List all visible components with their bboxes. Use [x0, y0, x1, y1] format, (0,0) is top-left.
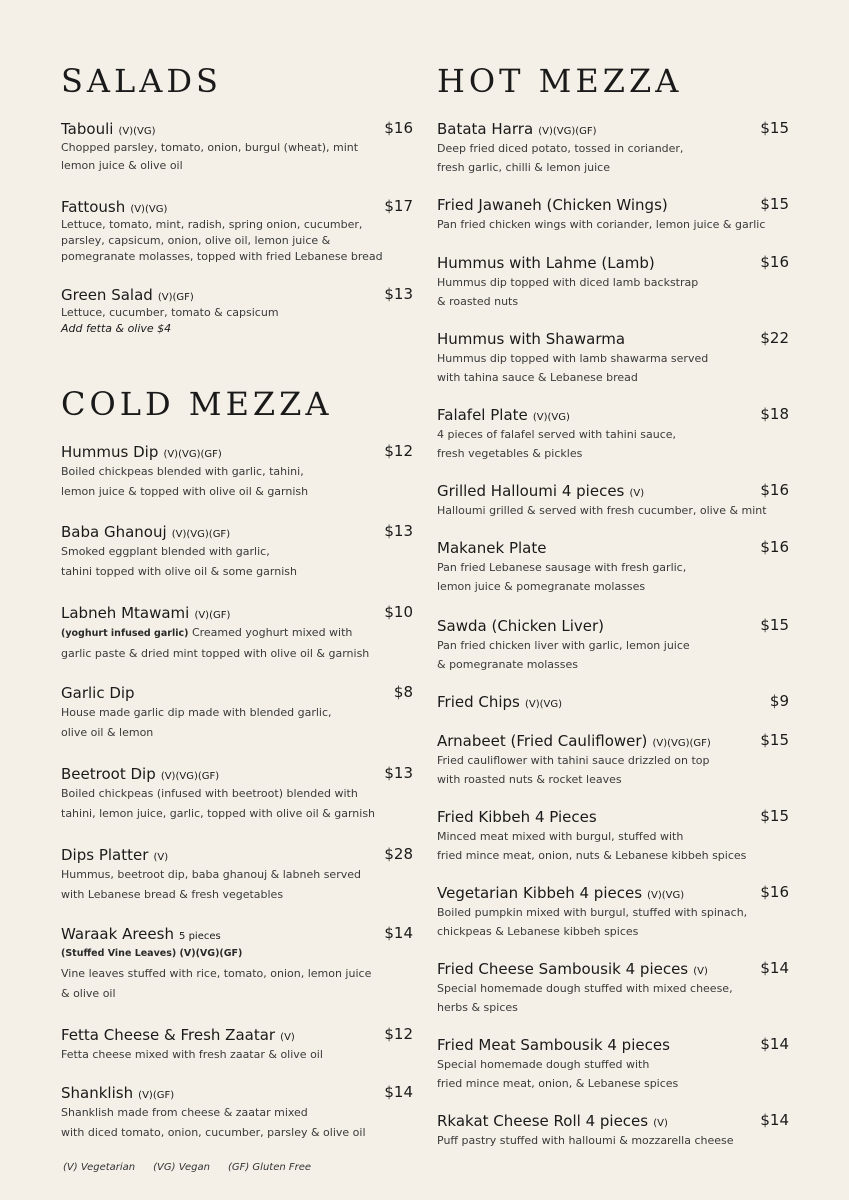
- item-description: [61, 723, 413, 743]
- menu-item-header: [437, 538, 789, 558]
- item-description-text: lemon juice & pomegranate molasses: [437, 580, 646, 593]
- item-description: [437, 998, 789, 1017]
- item-description: [437, 577, 789, 596]
- menu-item-header: [61, 1083, 413, 1103]
- item-description: [61, 139, 413, 157]
- item-price: $9: [769, 692, 789, 710]
- item-price: $16: [760, 481, 789, 499]
- legend-entry: (V) Vegetarian: [63, 1162, 136, 1173]
- item-tags: (V)(VG)(GF): [538, 126, 597, 137]
- menu-item: [437, 119, 789, 177]
- item-tags: (V): [693, 966, 708, 977]
- item-price: $13: [384, 285, 413, 303]
- item-name: Sawda (Chicken Liver): [437, 617, 605, 635]
- item-description-text: fresh vegetables & pickles: [437, 447, 583, 460]
- item-description-text: chickpeas & Lebanese kibbeh spices: [437, 925, 639, 938]
- item-name: Fetta Cheese & Fresh Zaatar: [61, 1026, 276, 1044]
- menu-item-header: [437, 329, 789, 349]
- menu-item-header: [437, 253, 789, 273]
- item-tags: (V): [153, 852, 169, 863]
- menu-item-header: [61, 924, 413, 944]
- item-subtitle: (Stuffed Vine Leaves) (V)(VG)(GF): [61, 948, 243, 959]
- item-description: [61, 703, 413, 723]
- item-tags: (V)(VG): [532, 412, 570, 423]
- item-name: Fried Kibbeh 4 Pieces: [437, 808, 597, 826]
- menu-item: [437, 405, 789, 463]
- item-description-text: & pomegranate molasses: [437, 658, 579, 671]
- menu-item-header: [61, 845, 413, 865]
- item-description-text: Fetta cheese mixed with fresh zaatar & olive oil: [61, 1048, 323, 1061]
- item-description: [437, 158, 789, 177]
- menu-item: [437, 538, 789, 596]
- item-price: $16: [760, 253, 789, 271]
- menu-item-header: [61, 285, 413, 305]
- item-description: [61, 217, 413, 233]
- item-name: Fried Cheese Sambousik 4 pieces: [437, 960, 689, 978]
- item-description-text: & olive oil: [61, 987, 116, 1000]
- item-description-text: fried mince meat, onion, nuts & Lebanese kibbeh spices: [437, 849, 747, 862]
- menu-item: [437, 1035, 789, 1093]
- item-price: $14: [760, 1111, 789, 1129]
- item-description-text: with Lebanese bread & fresh vegetables: [61, 888, 284, 901]
- item-name: Makanek Plate: [437, 539, 547, 557]
- item-tags: (V): [629, 488, 645, 499]
- item-name: Arnabeet (Fried Cauliflower): [437, 732, 648, 750]
- item-description: [437, 501, 789, 520]
- menu-item-header: [437, 481, 789, 501]
- item-name: Falafel Plate: [437, 406, 528, 424]
- item-description: [437, 1131, 789, 1150]
- menu-item-header: [437, 731, 789, 751]
- item-price: $14: [760, 959, 789, 977]
- item-price: $15: [760, 731, 789, 749]
- item-name: Batata Harra: [437, 120, 534, 138]
- menu-item: [437, 195, 789, 234]
- item-name: Fried Jawaneh (Chicken Wings): [437, 196, 668, 214]
- item-description-text: Puff pastry stuffed with halloumi & mozzarella cheese: [437, 1134, 734, 1147]
- item-tags: (V): [280, 1032, 295, 1043]
- item-description: [61, 964, 413, 984]
- item-name: Shanklish: [61, 1084, 134, 1102]
- item-tags: 5 pieces: [179, 931, 221, 942]
- item-description: [437, 215, 789, 234]
- item-name: Baba Ghanouj: [61, 523, 167, 541]
- item-name: Rkakat Cheese Roll 4 pieces: [437, 1112, 649, 1130]
- hot-mezza-heading: HOT MEZZA: [437, 62, 683, 100]
- item-description: [437, 273, 789, 292]
- item-price: $12: [384, 442, 413, 460]
- item-description: [61, 1045, 413, 1065]
- item-description-text: with roasted nuts & rocket leaves: [437, 773, 622, 786]
- item-price: $15: [760, 195, 789, 213]
- item-description-text: lemon juice & topped with olive oil & garnish: [61, 485, 309, 498]
- item-description: [437, 827, 789, 846]
- menu-item-header: [437, 883, 789, 903]
- item-tags: (V)(VG)(GF): [171, 529, 231, 540]
- menu-item-header: [437, 959, 789, 979]
- item-description: [437, 636, 789, 655]
- item-name: Green Salad: [61, 286, 153, 304]
- menu-item: [61, 764, 413, 824]
- item-description: [61, 462, 413, 482]
- item-description-text: fried mince meat, onion, & Lebanese spices: [437, 1077, 679, 1090]
- item-description: [61, 623, 413, 644]
- item-description-text: fresh garlic, chilli & lemon juice: [437, 161, 610, 174]
- legend-entry: (GF) Gluten Free: [227, 1162, 312, 1173]
- item-price: $16: [384, 119, 413, 137]
- item-description: [61, 482, 413, 502]
- item-tags: (V)(GF): [157, 292, 194, 303]
- menu-item: [437, 883, 789, 941]
- item-description: [61, 562, 413, 582]
- item-description: [437, 1055, 789, 1074]
- menu-item: [61, 603, 413, 664]
- item-name: Tabouli: [61, 120, 114, 138]
- item-tags: (V)(VG)(GF): [652, 738, 711, 749]
- menu-item-header: [61, 119, 413, 139]
- menu-item: [437, 253, 789, 311]
- menu-item: [61, 683, 413, 743]
- item-description-text: Pan fried Lebanese sausage with fresh garlic,: [437, 561, 687, 574]
- menu-item: [437, 731, 789, 789]
- menu-item: [61, 522, 413, 582]
- item-description: [437, 903, 789, 922]
- item-description: [437, 655, 789, 674]
- menu-item: [61, 1083, 413, 1143]
- item-description-text: Lettuce, cucumber, tomato & capsicum: [61, 306, 279, 319]
- menu-item: [437, 616, 789, 674]
- item-tags: (V): [653, 1118, 668, 1129]
- item-description: [61, 644, 413, 664]
- item-description-text: Special homemade dough stuffed with: [437, 1058, 650, 1071]
- item-description-text: with tahina sauce & Lebanese bread: [437, 371, 638, 384]
- item-extra: Add fetta & olive $4: [61, 322, 172, 335]
- item-price: $18: [760, 405, 789, 423]
- menu-item: [437, 692, 789, 712]
- menu-item: [437, 329, 789, 387]
- item-name: Hummus with Shawarma: [437, 330, 626, 348]
- menu-item-header: [61, 522, 413, 542]
- item-name: Waraak Areesh: [61, 925, 174, 943]
- item-name: Fried Chips: [437, 693, 520, 711]
- item-description-text: tahini, lemon juice, garlic, topped with olive oil & garnish: [61, 807, 376, 820]
- menu-item-header: [437, 807, 789, 827]
- menu-item: [61, 119, 413, 175]
- item-price: $14: [760, 1035, 789, 1053]
- dietary-legend: [63, 1162, 329, 1173]
- menu-item: [61, 1025, 413, 1065]
- menu-item-header: [61, 442, 413, 462]
- item-price: $15: [760, 807, 789, 825]
- item-price: $15: [760, 616, 789, 634]
- item-name: Dips Platter: [61, 846, 149, 864]
- item-description-text: Chopped parsley, tomato, onion, burgul (wheat), mint: [61, 141, 359, 154]
- menu-item-header: [437, 1035, 789, 1055]
- item-description-text: Minced meat mixed with burgul, stuffed with: [437, 830, 684, 843]
- menu-item-header: [61, 764, 413, 784]
- item-name: Fattoush: [61, 198, 126, 216]
- item-description-text: Pan fried chicken wings with coriander, lemon juice & garlic: [437, 218, 766, 231]
- menu-item-header: [61, 603, 413, 623]
- item-price: $16: [760, 883, 789, 901]
- item-description: [437, 922, 789, 941]
- item-name: Hummus Dip: [61, 443, 159, 461]
- item-price: $14: [384, 924, 413, 942]
- item-name: Vegetarian Kibbeh 4 pieces: [437, 884, 643, 902]
- item-tags: (V)(VG): [118, 126, 156, 137]
- item-price: $22: [760, 329, 789, 347]
- item-description-text: tahini topped with olive oil & some garnish: [61, 565, 297, 578]
- menu-item: [61, 442, 413, 502]
- cold-mezza-heading: COLD MEZZA: [61, 385, 333, 423]
- item-description: [61, 157, 413, 175]
- item-tags: (V)(VG): [130, 204, 168, 215]
- item-description-text: Boiled pumpkin mixed with burgul, stuffed with spinach,: [437, 906, 748, 919]
- menu-item-header: [437, 616, 789, 636]
- item-description: [437, 444, 789, 463]
- menu-item: [437, 481, 789, 520]
- item-tags: (V)(VG)(GF): [163, 449, 222, 460]
- item-name: Grilled Halloumi 4 pieces: [437, 482, 625, 500]
- item-description-text: pomegranate molasses, topped with fried Lebanese bread: [61, 250, 383, 263]
- item-description-text: Special homemade dough stuffed with mixed cheese,: [437, 982, 733, 995]
- menu-item-header: [61, 197, 413, 217]
- item-description-text: Creamed yoghurt mixed with: [191, 626, 353, 639]
- menu-item-header: [437, 1111, 789, 1131]
- item-description-text: Pan fried chicken liver with garlic, lemon juice: [437, 639, 690, 652]
- item-description: [61, 984, 413, 1004]
- item-description: [61, 249, 413, 265]
- salads-heading: SALADS: [61, 62, 222, 100]
- item-price: $28: [384, 845, 413, 863]
- menu-item: [61, 845, 413, 905]
- item-price: $8: [393, 683, 413, 701]
- item-description-text: parsley, capsicum, onion, olive oil, lemon juice &: [61, 234, 331, 247]
- item-tags: (V)(GF): [194, 610, 231, 621]
- item-description: [437, 368, 789, 387]
- menu-item-header: [437, 692, 789, 712]
- item-name: Garlic Dip: [61, 684, 135, 702]
- item-price: $14: [384, 1083, 413, 1101]
- item-description: [437, 139, 789, 158]
- menu-item-header: [437, 119, 789, 139]
- item-description-text: Lettuce, tomato, mint, radish, spring onion, cucumber,: [61, 218, 363, 231]
- item-price: $15: [760, 119, 789, 137]
- item-name: Labneh Mtawami: [61, 604, 190, 622]
- menu-item: [437, 959, 789, 1017]
- item-description: [437, 846, 789, 865]
- item-tags: (V)(VG): [524, 699, 563, 710]
- item-description: [437, 349, 789, 368]
- item-description-text: Boiled chickpeas blended with garlic, tahini,: [61, 465, 304, 478]
- menu-item-header: [437, 405, 789, 425]
- item-description: [61, 233, 413, 249]
- item-description: [437, 751, 789, 770]
- item-description-text: House made garlic dip made with blended garlic,: [61, 706, 332, 719]
- item-tags: (V)(VG): [647, 890, 685, 901]
- item-description: [437, 1074, 789, 1093]
- menu-item: [61, 924, 413, 1004]
- item-name: Fried Meat Sambousik 4 pieces: [437, 1036, 670, 1054]
- item-description-text: herbs & spices: [437, 1001, 518, 1014]
- item-name: Beetroot Dip: [61, 765, 156, 783]
- item-tags: (V)(GF): [138, 1090, 175, 1101]
- item-description: [437, 292, 789, 311]
- item-price: $17: [384, 197, 413, 215]
- item-price: $13: [384, 764, 413, 782]
- item-description: [61, 804, 413, 824]
- item-price: $10: [384, 603, 413, 621]
- item-tags: (V)(VG)(GF): [160, 771, 220, 782]
- item-description: [61, 1103, 413, 1123]
- item-description-text: garlic paste & dried mint topped with olive oil & garnish: [61, 647, 370, 660]
- item-description-text: olive oil & lemon: [61, 726, 154, 739]
- menu-item: [61, 197, 413, 265]
- item-description-text: & roasted nuts: [437, 295, 519, 308]
- item-description: [61, 784, 413, 804]
- item-description-text: Halloumi grilled & served with fresh cucumber, olive & mint: [437, 504, 767, 517]
- item-description-text: Deep fried diced potato, tossed in coriander,: [437, 142, 684, 155]
- menu-item-header: [437, 195, 789, 215]
- item-description: [437, 979, 789, 998]
- menu-item: [437, 807, 789, 865]
- menu-item-header: [61, 1025, 413, 1045]
- item-description: [61, 305, 413, 321]
- item-description-text: with diced tomato, onion, cucumber, parsley & olive oil: [61, 1126, 366, 1139]
- item-price: $13: [384, 522, 413, 540]
- item-description: [437, 770, 789, 789]
- item-description-text: Hummus dip topped with diced lamb backstrap: [437, 276, 699, 289]
- item-price: $12: [384, 1025, 413, 1043]
- item-description: [61, 865, 413, 885]
- item-description: [437, 425, 789, 444]
- item-description-prefix: (yoghurt infused garlic): [61, 628, 189, 639]
- menu-item: [437, 1111, 789, 1150]
- item-description-text: Smoked eggplant blended with garlic,: [61, 545, 270, 558]
- item-description: [61, 1123, 413, 1143]
- item-description: [61, 885, 413, 905]
- item-description-text: Shanklish made from cheese & zaatar mixed: [61, 1106, 308, 1119]
- item-price: $16: [760, 538, 789, 556]
- item-description: [437, 558, 789, 577]
- item-description: [61, 542, 413, 562]
- menu-item-header: [61, 683, 413, 703]
- item-description-text: Boiled chickpeas (infused with beetroot) blended with: [61, 787, 358, 800]
- menu-item: [61, 285, 413, 337]
- item-description-text: Hummus, beetroot dip, baba ghanouj & labneh served: [61, 868, 361, 881]
- item-description-text: Fried cauliflower with tahini sauce drizzled on top: [437, 754, 710, 767]
- item-name: Hummus with Lahme (Lamb): [437, 254, 655, 272]
- item-description-text: lemon juice & olive oil: [61, 159, 183, 172]
- item-description-text: Hummus dip topped with lamb shawarma served: [437, 352, 709, 365]
- item-description-text: Vine leaves stuffed with rice, tomato, onion, lemon juice: [61, 967, 372, 980]
- item-description-text: 4 pieces of falafel served with tahini sauce,: [437, 428, 677, 441]
- legend-entry: (VG) Vegan: [153, 1162, 210, 1173]
